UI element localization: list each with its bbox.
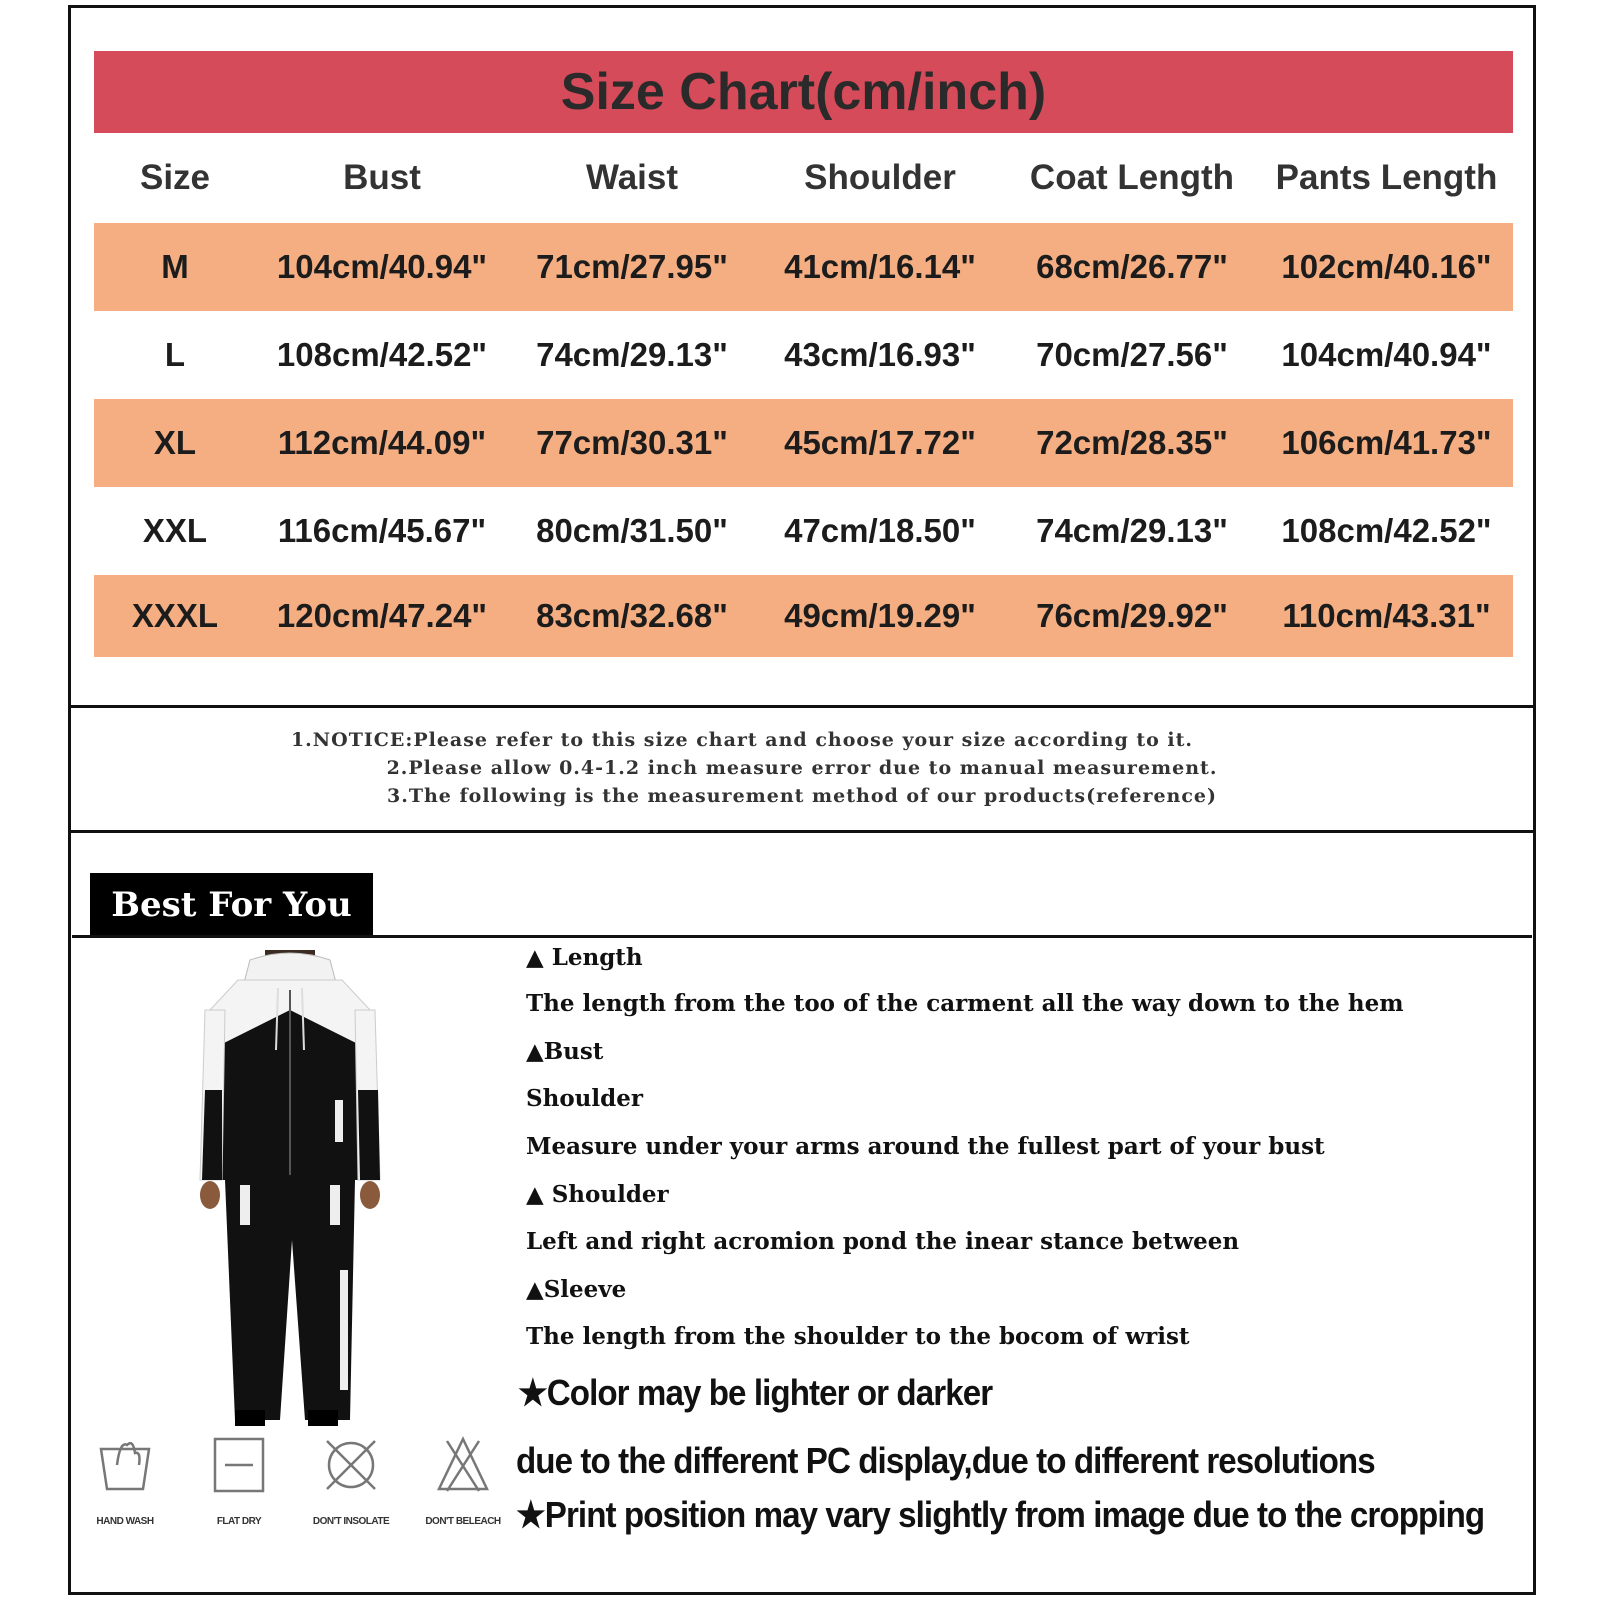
flat-dry-label: FLAT DRY (216, 1516, 262, 1527)
table-row (94, 575, 1513, 657)
header-coat-length: Coat Length (1029, 158, 1235, 197)
size-chart-title-bar (94, 51, 1513, 133)
notice-line-2: 2.Please allow 0.4-1.2 inch measure error due to manual measurement. (386, 757, 1218, 779)
hand-wash-icon (95, 1435, 155, 1495)
dont-bleach-icon (433, 1435, 493, 1495)
notice-block (70, 726, 1534, 810)
shoulder-title: ▲ Shoulder (526, 1181, 669, 1208)
bust-description: Measure under your arms around the fullest part of your bust (526, 1133, 1325, 1160)
notice-line-3: 3.The following is the measurement method of our products(reference) (386, 785, 1217, 807)
care-item-dont-insolate (306, 1435, 396, 1527)
cell-pants-length: 108cm/42.52" (1281, 512, 1492, 549)
flat-dry-icon (209, 1435, 269, 1495)
cell-bust: 104cm/40.94" (276, 248, 488, 285)
table-row (94, 223, 1513, 311)
notice-line-1: 1.NOTICE:Please refer to this size chart and choose your size according to it. (290, 729, 1194, 751)
table-row (94, 487, 1513, 575)
cell-waist: 71cm/27.95" (536, 248, 728, 285)
care-item-hand-wash (80, 1435, 170, 1527)
cell-coat-length: 74cm/29.13" (1036, 512, 1228, 549)
header-bust: Bust (343, 158, 421, 197)
cell-coat-length: 68cm/26.77" (1036, 248, 1228, 285)
care-item-flat-dry (194, 1435, 284, 1527)
care-item-dont-bleach (418, 1435, 508, 1527)
cell-bust: 112cm/44.09" (277, 424, 487, 461)
size-table (94, 133, 1513, 657)
cell-size: L (164, 336, 186, 373)
best-for-you-tab (90, 873, 373, 937)
best-for-you-label: Best For You (111, 885, 352, 925)
header-shoulder: Shoulder (804, 158, 956, 197)
color-disclaimer-line-1: ★Color may be lighter or darker (518, 1372, 993, 1413)
header-pants-length: Pants Length (1275, 158, 1498, 197)
table-header-row (94, 133, 1513, 223)
cell-shoulder: 43cm/16.93" (784, 336, 976, 373)
header-waist: Waist (585, 158, 679, 197)
cell-waist: 80cm/31.50" (536, 512, 728, 549)
header-size: Size (139, 158, 211, 197)
length-title: ▲ Length (526, 944, 643, 971)
table-row (94, 311, 1513, 399)
section-divider (68, 830, 1536, 833)
bust-title: ▲Bust (526, 1038, 604, 1065)
cell-bust: 120cm/47.24" (276, 597, 488, 634)
hand-wash-label: HAND WASH (96, 1516, 154, 1527)
section-divider (68, 705, 1536, 708)
cell-shoulder: 47cm/18.50" (784, 512, 976, 549)
cell-shoulder: 49cm/19.29" (784, 597, 976, 634)
cell-pants-length: 104cm/40.94" (1281, 336, 1492, 373)
print-disclaimer: ★Print position may vary slightly from image due to the cropping (516, 1494, 1485, 1535)
cell-size: XXL (142, 512, 208, 549)
shoulder-description: Left and right acromion pond the inear stance between (526, 1228, 1240, 1255)
best-for-you-rule (72, 935, 1532, 938)
cell-bust: 108cm/42.52" (276, 336, 488, 373)
cell-waist: 77cm/30.31" (536, 424, 728, 461)
cell-pants-length: 102cm/40.16" (1281, 248, 1492, 285)
table-row (94, 399, 1513, 487)
cell-pants-length: 106cm/41.73" (1281, 424, 1492, 461)
dont-bleach-label: DON'T BELEACH (425, 1516, 501, 1527)
cell-size: XXXL (131, 597, 219, 634)
cell-shoulder: 45cm/17.72" (784, 424, 976, 461)
cell-waist: 74cm/29.13" (536, 336, 728, 373)
sleeve-title: ▲Sleeve (526, 1276, 627, 1303)
dont-insolate-icon (321, 1435, 381, 1495)
cell-size: XL (153, 424, 197, 461)
size-chart-title: Size Chart(cm/inch) (560, 63, 1047, 121)
cell-waist: 83cm/32.68" (536, 597, 728, 634)
length-description: The length from the too of the carment all the way down to the hem (526, 990, 1404, 1017)
cell-coat-length: 70cm/27.56" (1036, 336, 1228, 373)
shoulder-word: Shoulder (526, 1085, 643, 1112)
cell-coat-length: 72cm/28.35" (1036, 424, 1228, 461)
tracksuit-model-image (180, 950, 400, 1430)
sleeve-description: The length from the shoulder to the bocom of wrist (526, 1323, 1190, 1350)
cell-size: M (161, 248, 189, 285)
cell-coat-length: 76cm/29.92" (1036, 597, 1228, 634)
cell-pants-length: 110cm/43.31" (1282, 597, 1491, 634)
color-disclaimer-line-2: due to the different PC display,due to different resolutions (516, 1440, 1375, 1481)
cell-shoulder: 41cm/16.14" (784, 248, 976, 285)
cell-bust: 116cm/45.67" (277, 512, 487, 549)
dont-insolate-label: DON'T INSOLATE (312, 1516, 390, 1527)
